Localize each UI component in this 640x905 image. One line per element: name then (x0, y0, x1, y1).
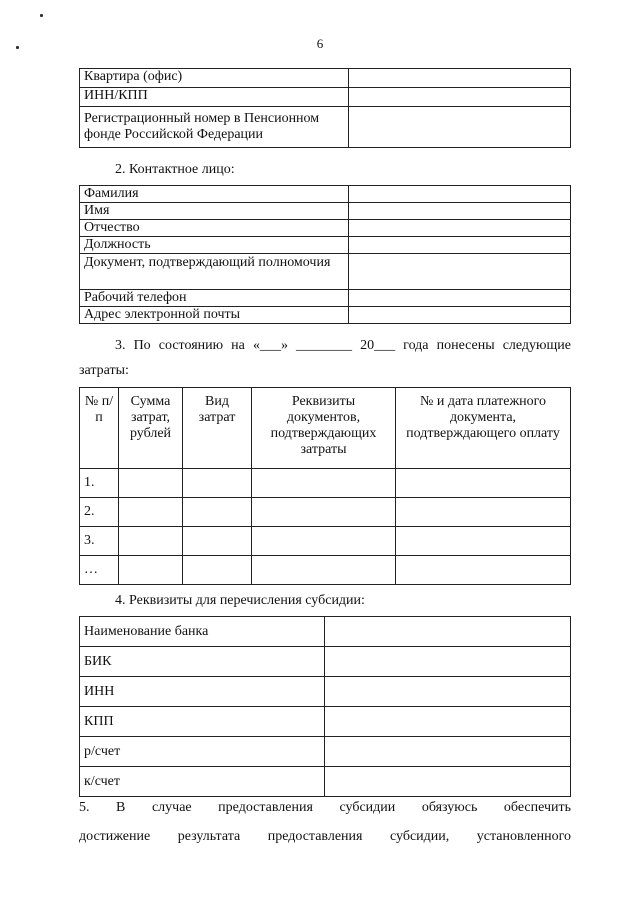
cell[interactable] (396, 527, 571, 556)
contact-person-table (79, 185, 571, 324)
column-header: Реквизиты документов, подтверждающих затраты (252, 388, 396, 469)
column-header: № и дата платежного документа, подтверждающего оплату (396, 388, 571, 469)
page-number: 6 (316, 36, 324, 51)
row-label: р/счет (80, 737, 325, 767)
row-label: Отчество (80, 220, 349, 237)
table-row (80, 767, 571, 797)
row-number: 3. (80, 527, 119, 556)
row-label: к/счет (80, 767, 325, 797)
row-label: Документ, подтверждающий полномочия (80, 254, 349, 290)
table-row (80, 254, 571, 290)
table-row (80, 527, 571, 556)
table-row (80, 69, 571, 88)
table-row (80, 469, 571, 498)
row-label: Адрес электронной почты (80, 307, 349, 324)
row-value[interactable] (325, 617, 571, 647)
section-5-text-cont: достижение результата предоставления субсидии, установленного (79, 829, 571, 844)
cell[interactable] (252, 469, 396, 498)
cell[interactable] (119, 556, 183, 585)
scan-artifact (40, 14, 43, 17)
row-number: 2. (80, 498, 119, 527)
cell[interactable] (183, 498, 252, 527)
table-row (80, 617, 571, 647)
table-row (80, 107, 571, 148)
table-row (80, 203, 571, 220)
row-label: Имя (80, 203, 349, 220)
row-value[interactable] (349, 69, 571, 88)
cell[interactable] (183, 527, 252, 556)
section-2-heading: 2. Контактное лицо: (115, 162, 235, 177)
row-value[interactable] (325, 767, 571, 797)
cell[interactable] (183, 556, 252, 585)
row-value[interactable] (349, 186, 571, 203)
row-label: Регистрационный номер в Пенсионном фонде Российской Федерации (80, 107, 349, 148)
row-value[interactable] (349, 88, 571, 107)
column-header: Вид затрат (183, 388, 252, 469)
row-label: БИК (80, 647, 325, 677)
table-row (80, 290, 571, 307)
table-row (80, 677, 571, 707)
table-row (80, 186, 571, 203)
table-row (80, 556, 571, 585)
row-number: … (80, 556, 119, 585)
row-value[interactable] (349, 203, 571, 220)
table-row (80, 88, 571, 107)
cell[interactable] (396, 498, 571, 527)
table-row (80, 737, 571, 767)
row-label: Должность (80, 237, 349, 254)
row-label: Фамилия (80, 186, 349, 203)
section-3-text-cont: затраты: (79, 363, 129, 378)
row-value[interactable] (325, 737, 571, 767)
table-row (80, 307, 571, 324)
cell[interactable] (119, 469, 183, 498)
cell[interactable] (119, 498, 183, 527)
row-value[interactable] (325, 707, 571, 737)
row-value[interactable] (349, 254, 571, 290)
table-header-row (80, 388, 571, 469)
costs-table (79, 387, 571, 585)
cell[interactable] (252, 498, 396, 527)
cell[interactable] (396, 469, 571, 498)
cell[interactable] (183, 469, 252, 498)
row-value[interactable] (349, 107, 571, 148)
section-4-heading: 4. Реквизиты для перечисления субсидии: (115, 593, 365, 608)
row-label: ИНН (80, 677, 325, 707)
section-3-text: 3. По состоянию на «___» ________ 20___ года понесены следующие (115, 338, 571, 353)
column-header: № п/п (80, 388, 119, 469)
table-row (80, 220, 571, 237)
row-label: Рабочий телефон (80, 290, 349, 307)
table-row (80, 707, 571, 737)
row-label: Квартира (офис) (80, 69, 349, 88)
row-label: Наименование банка (80, 617, 325, 647)
section-5-text: 5. В случае предоставления субсидии обязуюсь обеспечить (79, 800, 571, 815)
bank-details-table (79, 616, 571, 797)
row-value[interactable] (325, 647, 571, 677)
cell[interactable] (252, 527, 396, 556)
table-row (80, 237, 571, 254)
table-row (80, 498, 571, 527)
row-value[interactable] (349, 220, 571, 237)
column-header: Сумма затрат, рублей (119, 388, 183, 469)
table-row (80, 647, 571, 677)
cell[interactable] (396, 556, 571, 585)
row-label: КПП (80, 707, 325, 737)
row-value[interactable] (349, 237, 571, 254)
row-label: ИНН/КПП (80, 88, 349, 107)
row-value[interactable] (349, 290, 571, 307)
row-value[interactable] (325, 677, 571, 707)
row-number: 1. (80, 469, 119, 498)
organization-table (79, 68, 571, 148)
cell[interactable] (252, 556, 396, 585)
cell[interactable] (119, 527, 183, 556)
row-value[interactable] (349, 307, 571, 324)
